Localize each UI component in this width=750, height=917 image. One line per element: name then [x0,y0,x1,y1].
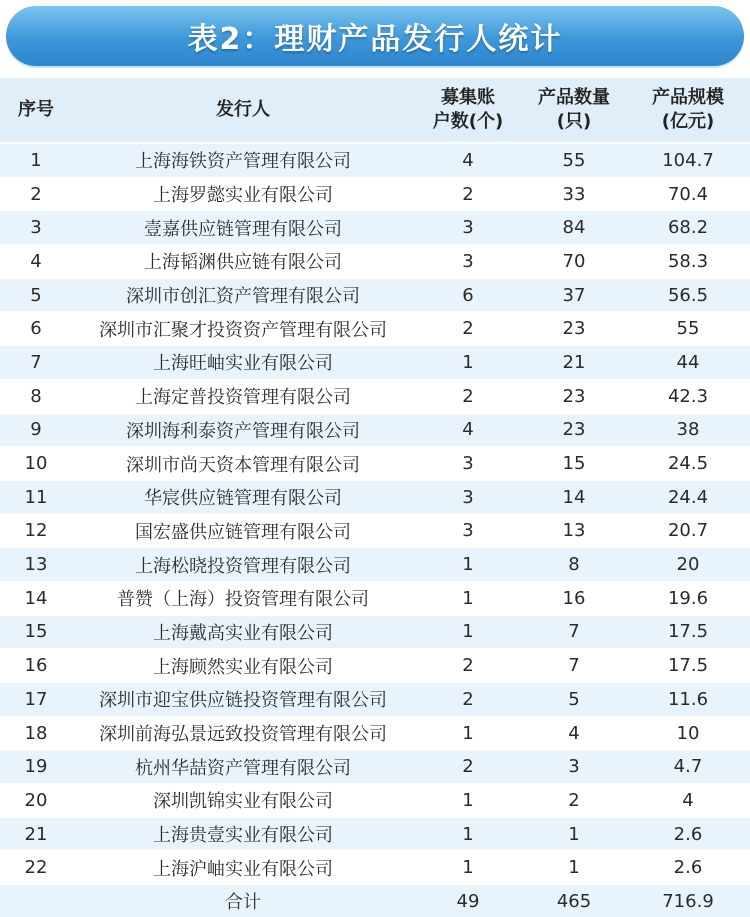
product-count: 5 [522,683,626,717]
row-index: 5 [0,278,72,312]
product-count: 1 [522,851,626,885]
issuer-statistics-table [0,78,750,917]
product-scale: 17.5 [626,615,750,649]
table-row [0,211,750,245]
total-index-cell [0,885,72,917]
account-count: 3 [414,245,522,279]
product-scale: 20.7 [626,514,750,548]
issuer-name: 国宏盛供应链管理有限公司 [72,514,414,548]
row-index: 9 [0,413,72,447]
product-scale: 70.4 [626,177,750,211]
issuer-name: 上海韬渊供应链有限公司 [72,245,414,279]
table-row [0,245,750,279]
product-count: 3 [522,750,626,784]
account-count: 2 [414,649,522,683]
issuer-name: 上海戴高实业有限公司 [72,615,414,649]
header-row [0,78,750,143]
product-scale: 55 [626,312,750,346]
issuer-name: 深圳前海弘景远致投资管理有限公司 [72,716,414,750]
product-count: 15 [522,447,626,481]
row-index: 10 [0,447,72,481]
table-row [0,750,750,784]
total-label: 合计 [72,885,414,917]
product-count: 1 [522,817,626,851]
product-count: 16 [522,581,626,615]
account-count: 1 [414,784,522,818]
account-count: 3 [414,447,522,481]
table-row [0,649,750,683]
issuer-name: 上海罗懿实业有限公司 [72,177,414,211]
product-scale: 4.7 [626,750,750,784]
table-row [0,851,750,885]
table-row [0,346,750,380]
product-count: 8 [522,548,626,582]
product-count: 23 [522,413,626,447]
table-row [0,177,750,211]
row-index: 21 [0,817,72,851]
header-products: 产品数量 (只) [522,78,626,143]
table-row [0,716,750,750]
issuer-name: 深圳凯锦实业有限公司 [72,784,414,818]
header-accounts: 募集账 户数(个) [414,78,522,143]
table-row [0,784,750,818]
product-count: 33 [522,177,626,211]
product-scale: 42.3 [626,379,750,413]
table-row [0,413,750,447]
row-index: 14 [0,581,72,615]
header-scale: 产品规模 (亿元) [626,78,750,143]
product-scale: 10 [626,716,750,750]
product-scale: 24.4 [626,480,750,514]
product-count: 7 [522,615,626,649]
account-count: 1 [414,581,522,615]
issuer-name: 深圳市迎宝供应链投资管理有限公司 [72,683,414,717]
total-scale: 716.9 [626,885,750,917]
product-count: 55 [522,143,626,177]
product-count: 84 [522,211,626,245]
product-scale: 44 [626,346,750,380]
product-count: 13 [522,514,626,548]
product-scale: 20 [626,548,750,582]
issuer-name: 上海海铁资产管理有限公司 [72,143,414,177]
account-count: 3 [414,480,522,514]
product-count: 70 [522,245,626,279]
row-index: 3 [0,211,72,245]
issuer-name: 上海定普投资管理有限公司 [72,379,414,413]
table-row [0,581,750,615]
product-count: 7 [522,649,626,683]
issuer-name: 上海贵壹实业有限公司 [72,817,414,851]
table-row [0,312,750,346]
account-count: 3 [414,514,522,548]
issuer-name: 上海旺岫实业有限公司 [72,346,414,380]
row-index: 8 [0,379,72,413]
table-row [0,548,750,582]
account-count: 2 [414,312,522,346]
product-scale: 58.3 [626,245,750,279]
product-scale: 104.7 [626,143,750,177]
row-index: 13 [0,548,72,582]
table-row [0,278,750,312]
product-scale: 56.5 [626,278,750,312]
header-index: 序号 [0,78,72,143]
account-count: 2 [414,177,522,211]
table-row [0,615,750,649]
product-scale: 19.6 [626,581,750,615]
product-scale: 11.6 [626,683,750,717]
product-scale: 68.2 [626,211,750,245]
account-count: 1 [414,851,522,885]
product-count: 4 [522,716,626,750]
table-row [0,683,750,717]
account-count: 1 [414,346,522,380]
title-banner [6,6,744,66]
total-accounts: 49 [414,885,522,917]
issuer-name: 深圳市尚天资本管理有限公司 [72,447,414,481]
issuer-name: 上海沪岫实业有限公司 [72,851,414,885]
row-index: 18 [0,716,72,750]
product-scale: 4 [626,784,750,818]
issuer-name: 深圳海利泰资产管理有限公司 [72,413,414,447]
account-count: 3 [414,211,522,245]
total-row [0,885,750,917]
issuer-name: 普赞（上海）投资管理有限公司 [72,581,414,615]
table-row [0,447,750,481]
product-scale: 2.6 [626,851,750,885]
row-index: 2 [0,177,72,211]
issuer-name: 上海松晓投资管理有限公司 [72,548,414,582]
row-index: 16 [0,649,72,683]
table-row [0,143,750,177]
product-scale: 17.5 [626,649,750,683]
row-index: 11 [0,480,72,514]
table-row [0,514,750,548]
product-scale: 2.6 [626,817,750,851]
row-index: 7 [0,346,72,380]
row-index: 20 [0,784,72,818]
row-index: 22 [0,851,72,885]
row-index: 4 [0,245,72,279]
total-products: 465 [522,885,626,917]
product-count: 2 [522,784,626,818]
issuer-name: 深圳市汇聚才投资资产管理有限公司 [72,312,414,346]
table-title: 表2：理财产品发行人统计 [187,22,563,57]
product-count: 23 [522,312,626,346]
account-count: 2 [414,683,522,717]
row-index: 15 [0,615,72,649]
account-count: 2 [414,750,522,784]
account-count: 1 [414,615,522,649]
product-count: 37 [522,278,626,312]
row-index: 17 [0,683,72,717]
product-scale: 38 [626,413,750,447]
product-count: 14 [522,480,626,514]
account-count: 6 [414,278,522,312]
table-row [0,480,750,514]
table-row [0,379,750,413]
table-container [0,78,750,917]
product-count: 23 [522,379,626,413]
account-count: 1 [414,548,522,582]
issuer-name: 华宸供应链管理有限公司 [72,480,414,514]
account-count: 4 [414,143,522,177]
header-issuer: 发行人 [72,78,414,143]
issuer-name: 深圳市创汇资产管理有限公司 [72,278,414,312]
table-body [0,143,750,885]
account-count: 2 [414,379,522,413]
account-count: 1 [414,716,522,750]
row-index: 12 [0,514,72,548]
issuer-name: 壹嘉供应链管理有限公司 [72,211,414,245]
table-row [0,817,750,851]
row-index: 6 [0,312,72,346]
product-scale: 24.5 [626,447,750,481]
title-banner-area [0,0,750,78]
product-count: 21 [522,346,626,380]
account-count: 4 [414,413,522,447]
row-index: 19 [0,750,72,784]
issuer-name: 杭州华喆资产管理有限公司 [72,750,414,784]
account-count: 1 [414,817,522,851]
issuer-name: 上海顾然实业有限公司 [72,649,414,683]
row-index: 1 [0,143,72,177]
